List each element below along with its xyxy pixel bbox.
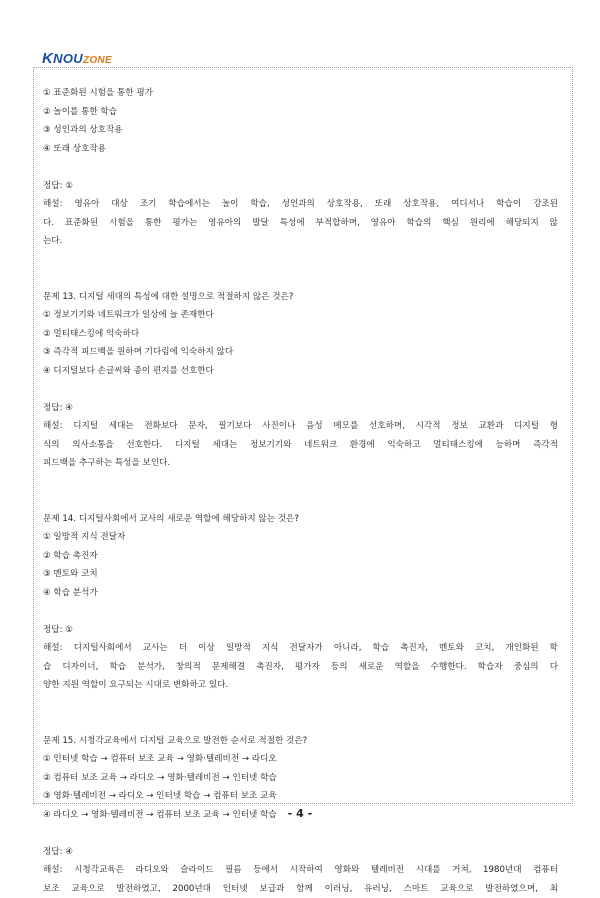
q12-answer: 정답: ① [43,177,558,196]
q15-option-3: ③ 영화·텔레비전 → 라디오 → 인터넷 학습 → 컴퓨터 보조 교육 [43,787,558,806]
q14-option-3: ③ 멘토와 코치 [43,565,558,584]
q13-question: 문제 13. 디지털 세대의 특성에 대한 설명으로 적절하지 않은 것은? [43,288,558,307]
q14-explanation-3: 양한 지원 역할이 요구되는 시대로 변화하고 있다. [43,676,558,695]
q14-explanation-1: 해설: 디지털사회에서 교사는 더 이상 일방적 지식 전달자가 아니라, 학습 촉진자, 멘토와 코치, 개인화된 학 [43,639,558,658]
q14-explanation-2: 습 디자이너, 학습 분석가, 창의적 문제해결 촉진자, 평가자 등의 새로운 역할을 수행한다. 학습자 중심의 다 [43,658,558,677]
q14-answer: 정답: ① [43,621,558,640]
q14-option-4: ④ 학습 분석가 [43,584,558,603]
q14-option-1: ① 일방적 지식 전달자 [43,528,558,547]
q13-option-1: ① 정보기기와 네트워크가 일상에 늘 존재한다 [43,306,558,325]
q13-explanation-1: 해설: 디지털 세대는 전화보다 문자, 필기보다 사진이나 음성 메모를 선호하며, 시각적 정보 교환과 디지털 형 [43,417,558,436]
q13-option-3: ③ 즉각적 피드백을 원하며 기다림에 익숙하지 않다 [43,343,558,362]
page-number: - 4 - [0,807,600,820]
q15-question: 문제 15. 시청각교육에서 디지털 교육으로 발전한 순서로 적절한 것은? [43,732,558,751]
q15-explanation-2: 보조 교육으로 발전하였고, 2000년대 인터넷 보급과 함께 이러닝, 유러닝, 스마트 교육으로 발전하였으며, 최 [43,880,558,898]
logo-k: K [42,50,53,67]
q12-explanation-3: 는다. [43,232,558,251]
logo-now: NOU [53,51,83,66]
page-content [43,84,558,898]
q12-explanation-1: 해설: 영유아 대상 조기 학습에서는 놀이 학습, 성인과의 상호작용, 또래 상호작용, 여디서나 학습이 강조된 [43,195,558,214]
knouzone-logo [42,50,112,67]
q15-option-2: ② 컴퓨터 보조 교육 → 라디오 → 영화·텔레비전 → 인터넷 학습 [43,769,558,788]
q15-answer: 정답: ④ [43,843,558,862]
logo-zone: ZONE [83,55,112,66]
q15-option-4: ④ 라디오 → 영화·텔레비전 → 컴퓨터 보조 교육 → 인터넷 학습 [43,806,558,825]
q12-option-4: ④ 또래 상호작용 [43,140,558,159]
q13-answer: 정답: ④ [43,399,558,418]
q13-option-4: ④ 디지털보다 손글씨와 종이 편지를 선호한다 [43,362,558,381]
q12-option-3: ③ 성인과의 상호작용 [43,121,558,140]
q12-explanation-2: 다. 표준화된 시험을 통한 평가는 영유아의 발달 특성에 부적합하며, 영유아 학습의 핵심 원리에 해당되지 않 [43,214,558,233]
q14-question: 문제 14. 디지털사회에서 교사의 새로운 역할에 해당하지 않는 것은? [43,510,558,529]
q13-explanation-3: 피드백을 추구하는 특성을 보인다. [43,454,558,473]
q14-option-2: ② 학습 촉진자 [43,547,558,566]
q15-option-1: ① 인터넷 학습 → 컴퓨터 보조 교육 → 영화·텔레비전 → 라디오 [43,750,558,769]
q12-option-1: ① 표준화된 시험을 통한 평가 [43,84,558,103]
q15-explanation-1: 해설: 시청각교육은 라디오와 슬라이드 필름 등에서 시작하여 영화와 텔레비전 시대를 거쳐, 1980년대 컴퓨터 [43,861,558,880]
q13-explanation-2: 식의 의사소통을 선호한다. 디지털 세대는 정보기기와 네트워크 환경에 익숙하고 멀티태스킹에 능하며 즉각적 [43,436,558,455]
q13-option-2: ② 멀티태스킹에 익숙하다 [43,325,558,344]
q12-option-2: ② 놀이를 통한 학습 [43,103,558,122]
